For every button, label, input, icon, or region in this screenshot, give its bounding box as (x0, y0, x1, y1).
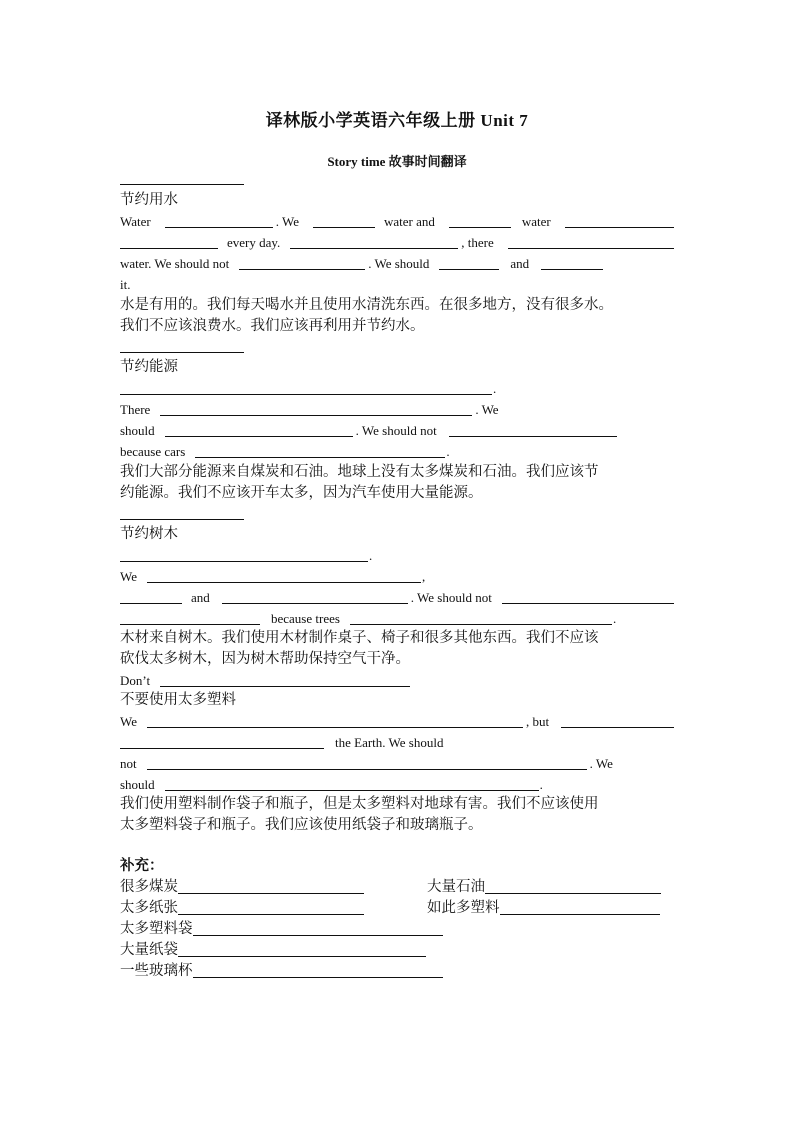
answer-blank[interactable] (222, 588, 408, 604)
fill-line (120, 566, 674, 587)
answer-blank[interactable] (193, 920, 443, 936)
line-text: We (120, 569, 137, 584)
answer-blank[interactable] (439, 254, 499, 270)
answer-blank[interactable] (449, 212, 511, 228)
page-title: 译林版小学英语六年级上册 Unit 7 (265, 111, 529, 130)
supplement-col2 (427, 898, 660, 919)
translation-line: 太多塑料袋子和瓶子。我们应该使用纸袋子和玻璃瓶子。 (120, 817, 483, 833)
translation-line: 砍伐太多树木，因为树木帮助保持空气干净。 (120, 651, 410, 667)
answer-blank[interactable] (178, 878, 364, 894)
line-text: . (539, 777, 543, 792)
title-answer-line (120, 670, 674, 691)
line-text: and (191, 590, 210, 605)
title-answer-line (120, 168, 674, 189)
answer-blank[interactable] (350, 609, 612, 625)
title-blank[interactable] (120, 337, 244, 353)
section-heading: 节约能源 (120, 359, 178, 375)
fill-line (120, 441, 674, 462)
supplement-item: 很多煤炭 (120, 879, 178, 895)
line-text: . (446, 444, 450, 459)
line-text: . We should (368, 256, 430, 271)
answer-blank[interactable] (120, 588, 182, 604)
title-blank[interactable] (160, 671, 410, 687)
line-text: , (422, 569, 426, 584)
line-text: water and (383, 214, 435, 229)
line-text: . We (275, 214, 299, 229)
answer-blank[interactable] (178, 899, 364, 915)
answer-blank[interactable] (290, 233, 458, 249)
answer-blank[interactable] (239, 254, 365, 270)
page-subtitle: Story time 故事时间翻译 (327, 154, 467, 169)
supplement-item: 大量石油 (427, 879, 485, 895)
answer-blank[interactable] (120, 546, 368, 562)
line-text: , but (526, 714, 550, 729)
answer-blank[interactable] (120, 233, 218, 249)
line-text: . (369, 548, 373, 563)
translation-line: 木材来自树木。我们使用木材制作桌子、椅子和很多其他东西。我们不应该 (120, 630, 599, 646)
fill-line: it. (120, 277, 131, 292)
line-text: We (120, 714, 137, 729)
answer-blank[interactable] (165, 212, 273, 228)
supplement-item: 太多塑料袋 (120, 921, 193, 937)
fill-line (120, 211, 674, 232)
answer-blank[interactable] (178, 941, 426, 957)
fill-line (120, 711, 674, 732)
fill-line (120, 399, 674, 420)
line-text: because trees (271, 611, 340, 626)
answer-blank[interactable] (502, 588, 674, 604)
line-text: . We should not (355, 423, 437, 438)
translation-line: 我们大部分能源来自煤炭和石油。地球上没有太多煤炭和石油。我们应该节 (120, 464, 599, 480)
line-text: not (120, 756, 137, 771)
fill-line (120, 545, 674, 566)
line-text: water. We should not (120, 256, 230, 271)
supplement-item: 太多纸张 (120, 900, 178, 916)
answer-blank[interactable] (561, 712, 674, 728)
fill-line (120, 232, 674, 253)
fill-line (120, 378, 674, 399)
supplement-row (120, 961, 674, 982)
answer-blank[interactable] (195, 442, 445, 458)
answer-blank[interactable] (165, 775, 539, 791)
fill-line (120, 608, 674, 629)
answer-blank[interactable] (541, 254, 603, 270)
title-blank[interactable] (120, 504, 244, 520)
answer-blank[interactable] (120, 609, 260, 625)
title-answer-line (120, 503, 674, 524)
translation-line: 我们使用塑料制作袋子和瓶子，但是太多塑料对地球有害。我们不应该使用 (120, 796, 599, 812)
answer-blank[interactable] (120, 733, 324, 749)
line-text: should (120, 777, 155, 792)
fill-line (120, 732, 674, 753)
line-text: Don’t (120, 673, 151, 688)
line-text: water (521, 214, 551, 229)
fill-line (120, 587, 674, 608)
answer-blank[interactable] (165, 421, 353, 437)
line-text: . We (589, 756, 613, 771)
answer-blank[interactable] (147, 567, 421, 583)
supplement-row (120, 940, 674, 961)
section-heading: 不要使用太多塑料 (120, 692, 236, 708)
supplement-row (120, 919, 674, 940)
supplement-row (120, 877, 674, 898)
answer-blank[interactable] (193, 962, 443, 978)
title-blank[interactable] (120, 169, 244, 185)
line-text: Water (120, 214, 151, 229)
translation-line: 约能源。我们不应该开车太多，因为汽车使用大量能源。 (120, 485, 483, 501)
line-text: because cars (120, 444, 186, 459)
supplement-item: 如此多塑料 (427, 900, 500, 916)
line-text: . (493, 381, 497, 396)
answer-blank[interactable] (313, 212, 375, 228)
line-text: , there (461, 235, 494, 250)
line-text: . We (475, 402, 499, 417)
answer-blank[interactable] (160, 400, 472, 416)
answer-blank[interactable] (500, 899, 660, 915)
fill-line (120, 253, 674, 274)
translation-line: 水是有用的。我们每天喝水并且使用水清洗东西。在很多地方，没有很多水。 (120, 297, 613, 313)
section-heading: 节约树木 (120, 526, 178, 542)
answer-blank[interactable] (147, 712, 523, 728)
answer-blank[interactable] (449, 421, 617, 437)
line-text: every day. (227, 235, 281, 250)
supplement-row (120, 898, 674, 919)
answer-blank[interactable] (485, 878, 661, 894)
answer-blank[interactable] (565, 212, 674, 228)
answer-blank[interactable] (508, 233, 674, 249)
fill-line (120, 774, 674, 795)
fill-line (120, 753, 674, 774)
translation-line: 我们不应该浪费水。我们应该再利用并节约水。 (120, 318, 425, 334)
answer-blank[interactable] (147, 754, 587, 770)
supplement-label: 补充： (120, 858, 164, 874)
answer-blank[interactable] (120, 379, 492, 395)
fill-line (120, 420, 674, 441)
title-answer-line (120, 336, 674, 357)
line-text: and (510, 256, 530, 271)
supplement-item: 大量纸袋 (120, 942, 178, 958)
section-heading: 节约用水 (120, 192, 178, 208)
line-text: should (120, 423, 155, 438)
supplement-item: 一些玻璃杯 (120, 963, 193, 979)
line-text: There (120, 402, 151, 417)
line-text: . (612, 611, 617, 626)
supplement-col2 (427, 877, 661, 898)
line-text: . We should not (410, 590, 492, 605)
line-text: the Earth. We should (335, 735, 444, 750)
